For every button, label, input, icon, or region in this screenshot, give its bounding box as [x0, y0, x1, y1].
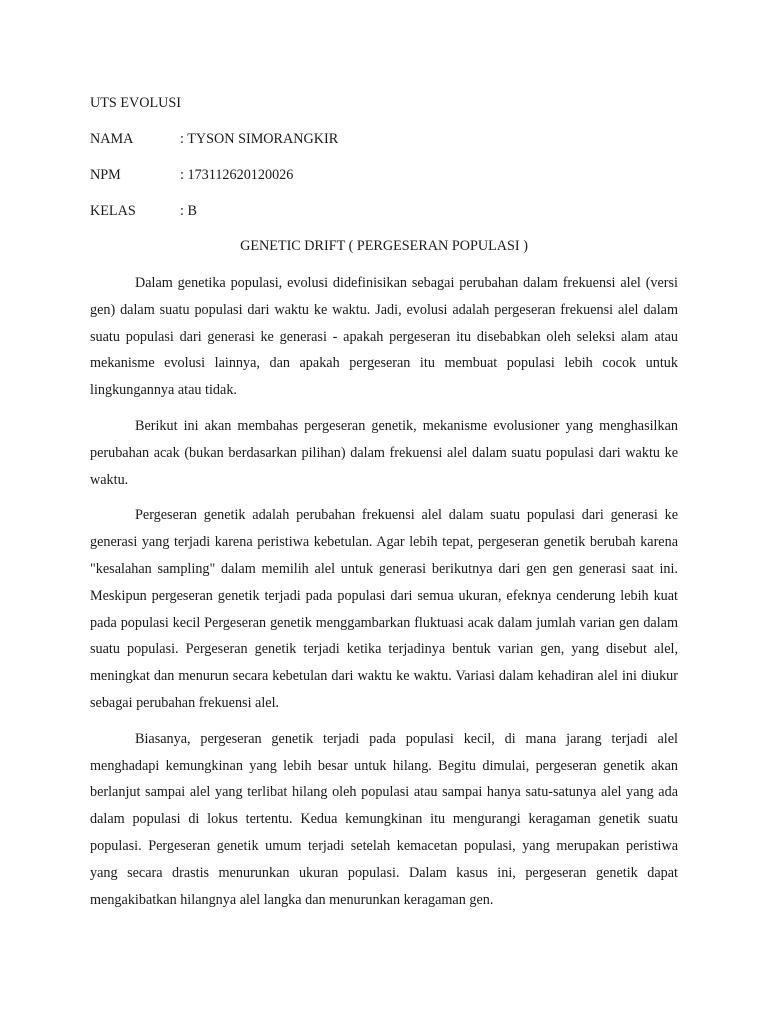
field-row-nama	[90, 129, 678, 149]
field-label-npm: NPM	[90, 167, 121, 183]
field-row-kelas	[90, 201, 678, 221]
paragraph-2: Berikut ini akan membahas pergeseran genetik, mekanisme evolusioner yang menghasilkan perubahan acak (bukan berdasarkan pilihan) dalam frekuensi alel dalam suatu populasi dari waktu ke waktu.	[90, 417, 678, 488]
field-row-npm	[90, 165, 678, 185]
paragraph-1: Dalam genetika populasi, evolusi didefinisikan sebagai perubahan dalam frekuensi alel (versi gen) dalam suatu populasi dari waktu ke waktu. Jadi, evolusi adalah pergeseran frekuensi alel dalam suatu populasi dari generasi ke generasi - apakah pergeseran itu disebabkan oleh seleksi alam atau mekanisme evolusi lainnya, dan apakah pergeseran itu membuat populasi lebih cocok untuk lingkungannya atau tidak.	[90, 275, 678, 399]
document-title: UTS EVOLUSI	[90, 95, 182, 111]
field-value-kelas: : B	[180, 203, 197, 219]
field-label-nama: NAMA	[90, 131, 134, 147]
section-heading: GENETIC DRIFT ( PERGESERAN POPULASI )	[240, 238, 528, 254]
field-value-npm: : 173112620120026	[180, 167, 294, 183]
field-value-nama: : TYSON SIMORANGKIR	[180, 131, 339, 147]
document-page	[90, 88, 678, 913]
paragraph-3: Pergeseran genetik adalah perubahan frekuensi alel dalam suatu populasi dari generasi ke generasi yang terjadi karena peristiwa kebetulan. Agar lebih tepat, pergeseran genetik berubah karena "kesalahan sampling" dalam memilih alel untuk generasi berikutnya dari gen gen generasi saat ini. Meskipun pergeseran genetik terjadi pada populasi dari semua ukuran, efeknya cenderung lebih kuat pada populasi kecil Pergeseran genetik menggambarkan fluktuasi acak dalam jumlah varian gen dalam suatu populasi. Pergeseran genetik terjadi ketika terjadinya bentuk varian gen, yang disebut alel, meningkat dan menurun secara kebetulan dari waktu ke waktu. Variasi dalam kehadiran alel ini diukur sebagai perubahan frekuensi alel.	[90, 507, 678, 711]
paragraph-4: Biasanya, pergeseran genetik terjadi pada populasi kecil, di mana jarang terjadi alel menghadapi kemungkinan yang lebih besar untuk hilang. Begitu dimulai, pergeseran genetik akan berlanjut sampai alel yang terlibat hilang oleh populasi atau sampai hanya satu-satunya alel yang ada dalam populasi di lokus tertentu. Kedua kemungkinan itu mengurangi keragaman genetik suatu populasi. Pergeseran genetik umum terjadi setelah kemacetan populasi, yang merupakan peristiwa yang secara drastis menurunkan ukuran populasi. Dalam kasus ini, pergeseran genetik dapat mengakibatkan hilangnya alel langka dan menurunkan keragaman gen.	[90, 730, 678, 908]
field-label-kelas: KELAS	[90, 203, 136, 219]
